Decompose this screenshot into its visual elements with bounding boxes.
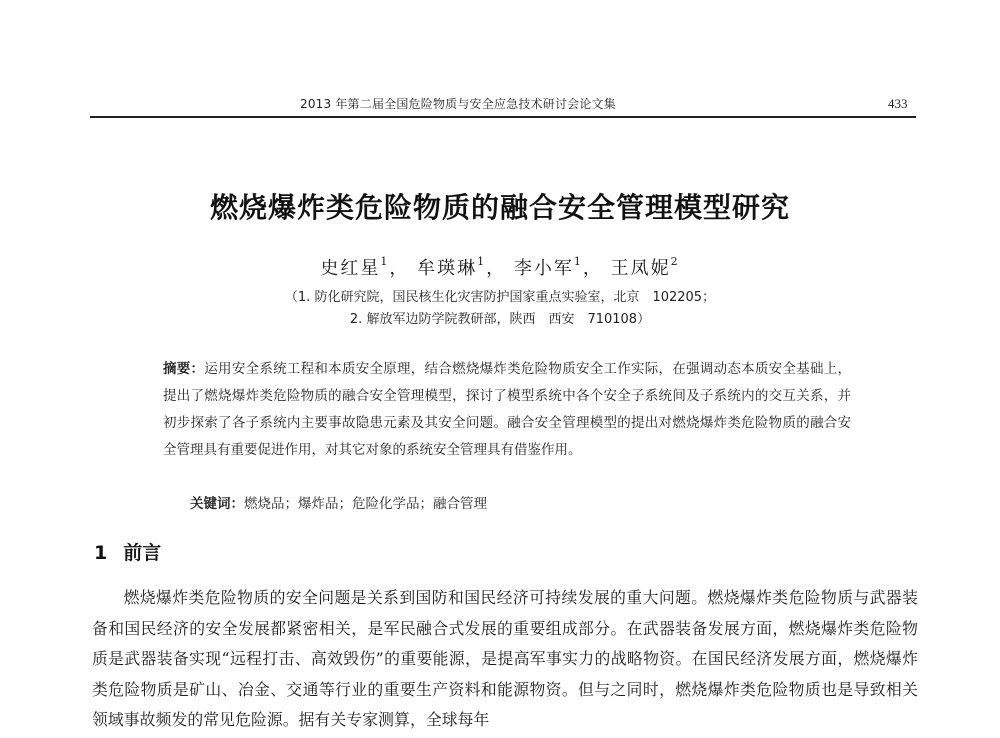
keywords-label: 关键词： xyxy=(190,496,244,512)
author-list xyxy=(0,254,1000,280)
header-rule xyxy=(90,116,916,118)
author-separator: ， xyxy=(486,258,507,279)
author-name: 史红星 xyxy=(320,258,381,279)
abstract xyxy=(163,356,851,464)
author-name: 王凤妮 xyxy=(610,258,671,279)
running-head: 2013 年第二届全国危险物质与安全应急技术研讨会论文集 xyxy=(300,97,616,111)
body-paragraph: 燃烧爆炸类危险物质的安全问题是关系到国防和国民经济可持续发展的重大问题。燃烧爆炸类危险物质与武器装备和国民经济的安全发展都紧密相关，是军民融合式发展的重要组成部分。在武器装备发展方面，燃烧爆炸类危险物质是武器装备实现“远程打击、高效毁伤”的重要能源，是提高军事实力的战略物资。在国民经济发展方面，燃烧爆炸类危险物质是矿山、冶金、交通等行业的重要生产资料和能源物资。但与之同时，燃烧爆炸类危险物质也是导致相关领域事故频发的常见危险源。据有关专家测算，全球每年 xyxy=(92,588,918,729)
author-affiliation-mark: 1 xyxy=(573,255,583,268)
affiliation-1: （1. 防化研究院，国民核生化灾害防护国家重点实验室，北京 102205； xyxy=(284,290,716,305)
author-separator: ， xyxy=(582,258,603,279)
keywords xyxy=(190,492,487,512)
keywords-text: 燃烧品；爆炸品；危险化学品；融合管理 xyxy=(244,496,487,512)
section-number: 1 xyxy=(94,542,108,564)
paper-title: 燃烧爆炸类危险物质的融合安全管理模型研究 xyxy=(209,191,790,224)
author-name: 李小军 xyxy=(513,258,574,279)
section-heading xyxy=(94,538,161,565)
affiliation-2: 2. 解放军边防学院教研部，陕西 西安 710108） xyxy=(349,312,651,327)
author-affiliation-mark: 1 xyxy=(477,255,487,268)
page-number: 433 xyxy=(888,96,908,111)
abstract-label: 摘要： xyxy=(163,361,205,377)
author-name: 牟瑛琳 xyxy=(417,258,478,279)
abstract-text: 运用安全系统工程和本质安全原理，结合燃烧爆炸类危险物质安全工作实际，在强调动态本质安全基础上，提出了燃烧爆炸类危险物质的融合安全管理模型，探讨了模型系统中各个安全子系统间及子系统内的交互关系，并初步探索了各子系统内主要事故隐患元素及其安全问题。融合安全管理模型的提出对燃烧爆炸类危险物质的融合安全管理具有重要促进作用，对其它对象的系统安全管理具有借鉴作用。 xyxy=(163,361,851,458)
section-title: 前言 xyxy=(123,542,162,564)
author-affiliation-mark: 2 xyxy=(670,255,680,268)
author-affiliation-mark: 1 xyxy=(380,255,390,268)
author-separator: ， xyxy=(389,258,410,279)
